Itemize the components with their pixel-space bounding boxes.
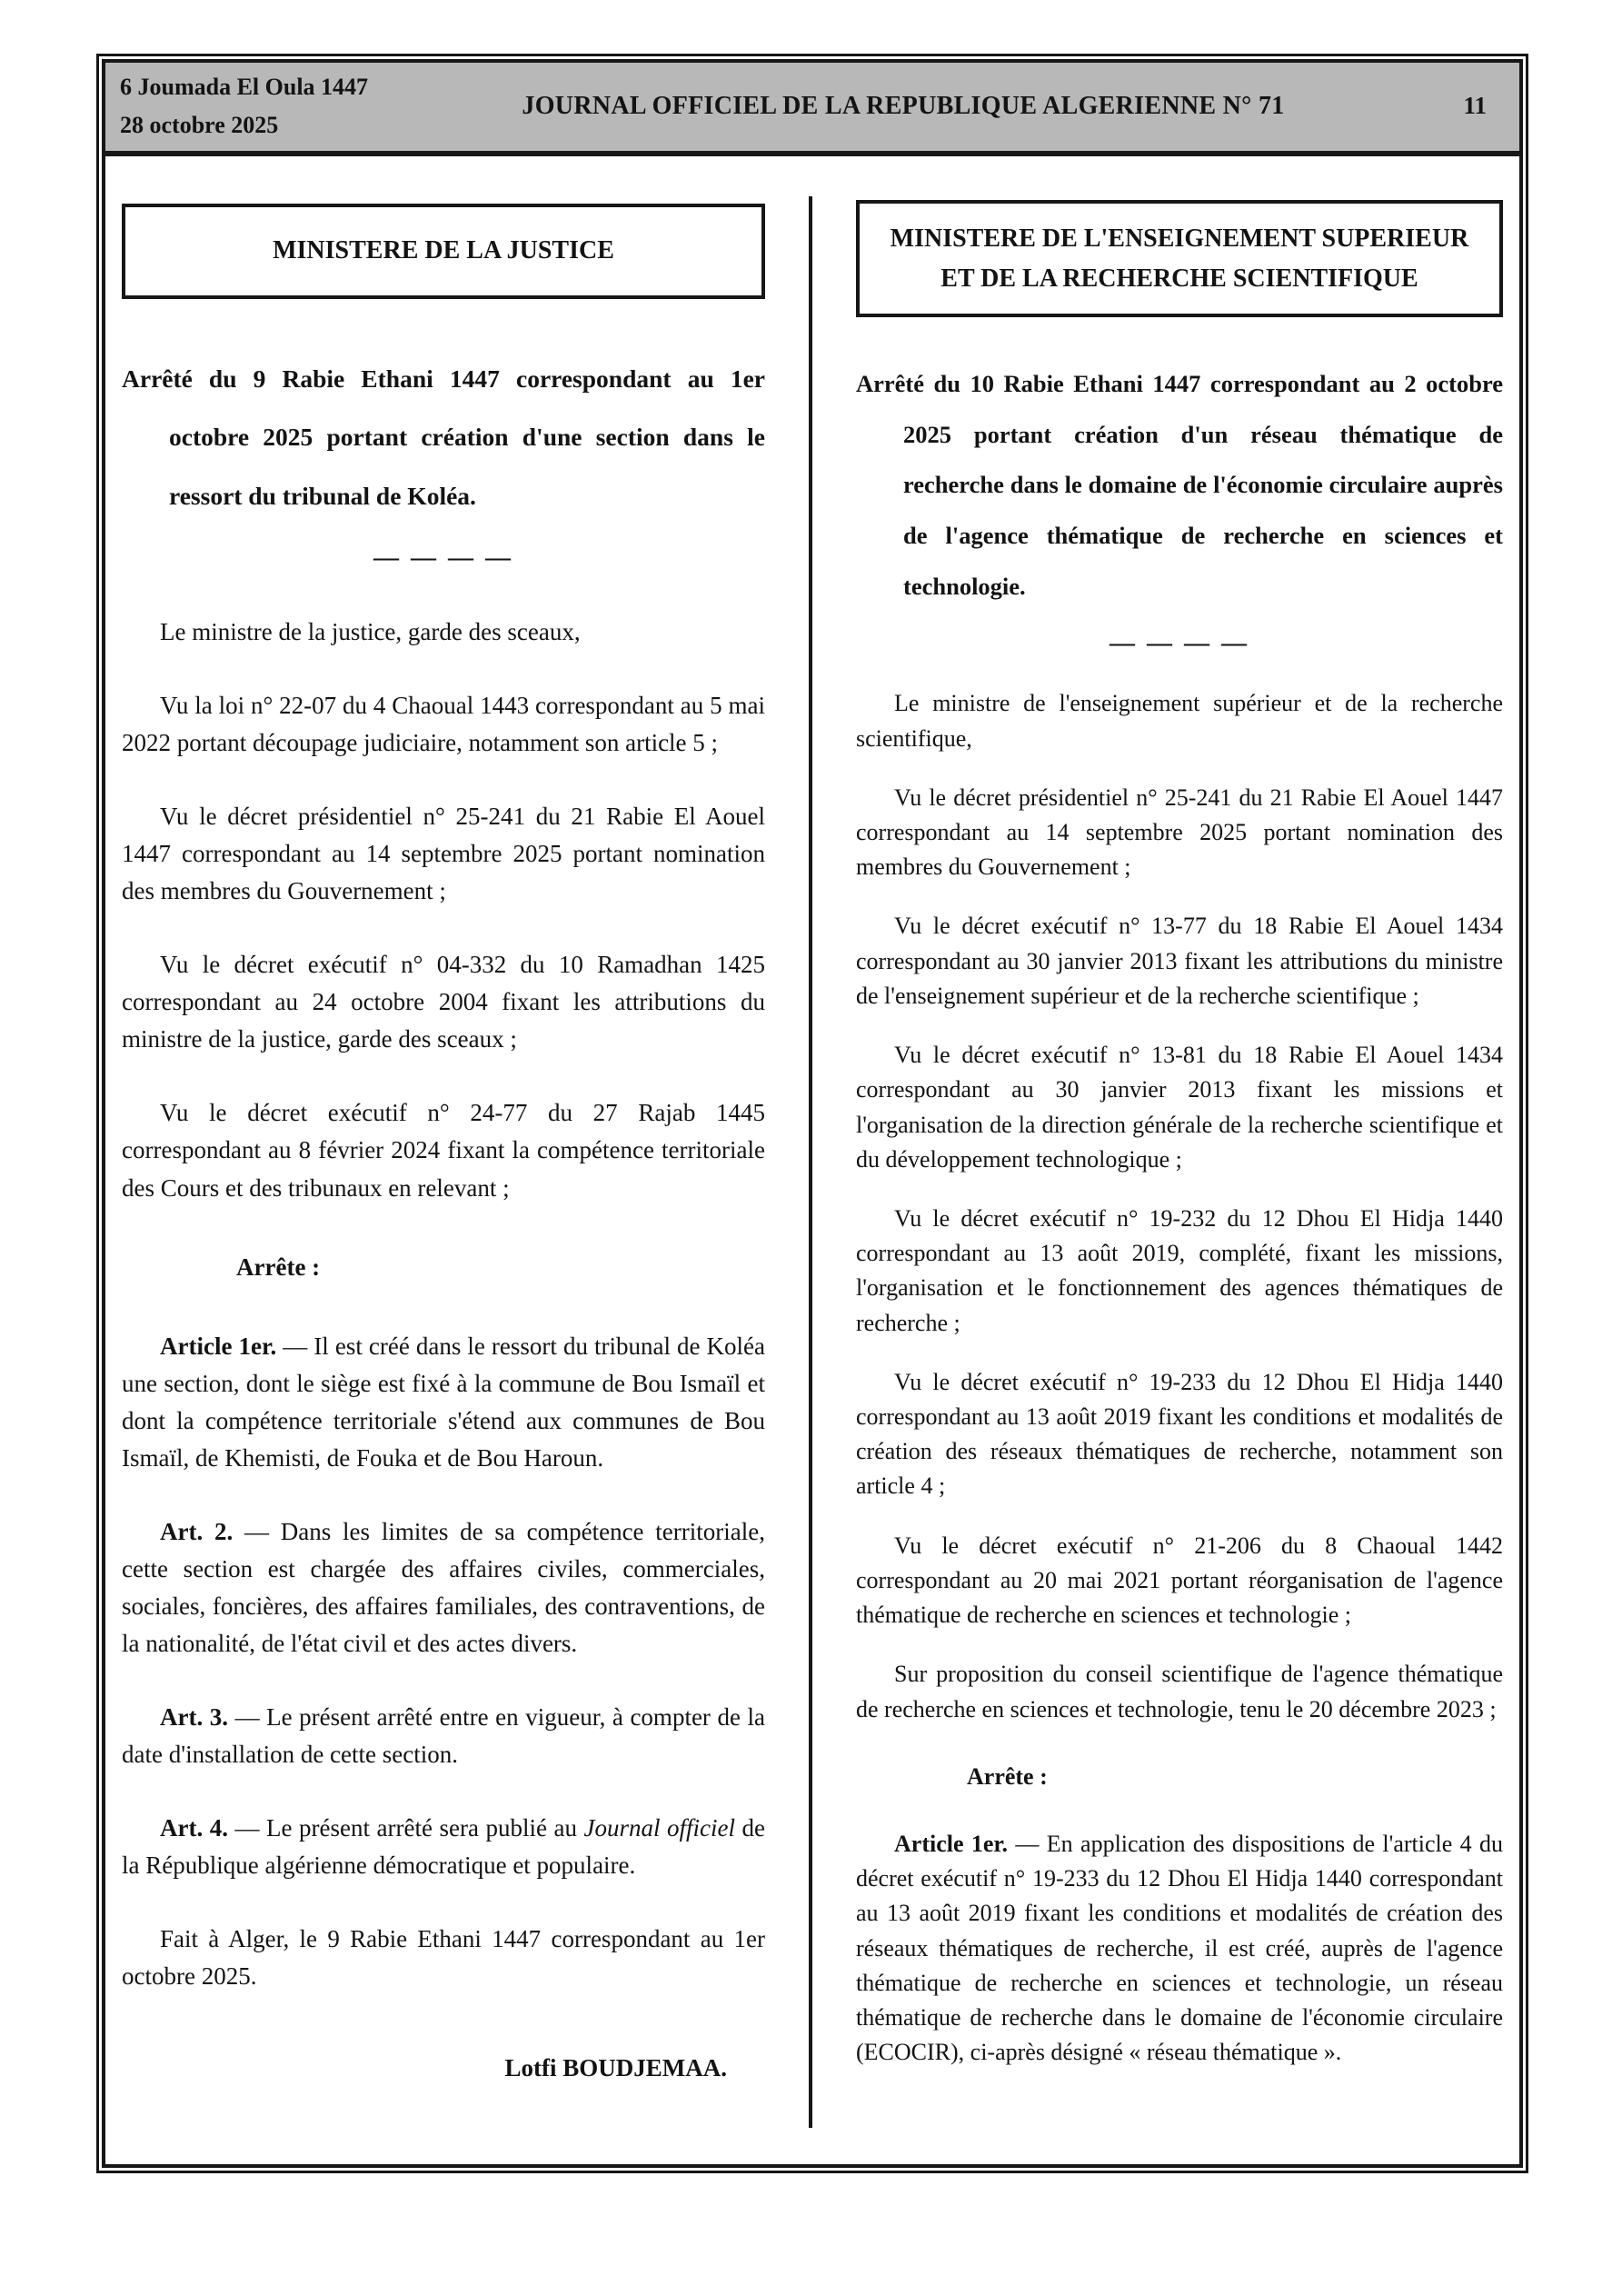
bold-text-segment: Art. 3. [160,1702,229,1731]
text-segment: Vu le décret exécutif n° 24-77 du 27 Rajab 1445 correspondant au 8 février 2024 fixant la compétence territoriale des Cours et des tribunaux en relevant ; [122,1099,765,1202]
bold-text-segment: Article 1er. [894,1831,1009,1858]
text-segment: — Il est créé dans le ressort du tribunal de Koléa une section, dont le siège est fixé à la commune de Bou Ismaïl et dont la compétence territoriale s'étend aux communes de Bou Ismaïl, de Khemisti, de Fouka et de Bou Haroun. [122,1332,765,1472]
paragraph [122,798,765,910]
header-date-hijri: 6 Joumada El Oula 1447 [120,74,369,100]
separator-dashes [856,624,1503,662]
paragraph [856,1202,1503,1341]
ministry-box-justice: MINISTERE DE LA JUSTICE [122,204,765,299]
text-segment: Vu la loi n° 22-07 du 4 Chaoual 1443 correspondant au 5 mai 2022 portant découpage judiciaire, notamment son article 5 ; [122,692,765,757]
paragraph [122,1094,765,1206]
text-segment: — — — — [373,543,513,572]
ministry-box-enseignement-superieur: MINISTERE DE L'ENSEIGNEMENT SUPERIEUR ET DE LA RECHERCHE SCIENTIFIQUE [856,200,1503,317]
text-segment: Fait à Alger, le 9 Rabie Ethani 1447 correspondant au 1er octobre 2025. [122,1924,765,1990]
paragraph [856,1529,1503,1633]
text-segment: Vu le décret présidentiel n° 25-241 du 21 Rabie El Aouel 1447 correspondant au 14 septembre 2025 portant nomination des membres du Gouvernement ; [122,803,765,905]
text-segment: Le ministre de l'enseignement supérieur et de la recherche scientifique, [856,690,1503,752]
paragraph [122,614,765,651]
text-segment: — Le présent arrêté sera publié au [228,1813,584,1842]
text-segment: Vu le décret exécutif n° 13-77 du 18 Rabie El Aouel 1434 correspondant au 30 janvier 2013 fixant les attributions du ministre de l'enseignement supérieur et de la recherche scientifique ; [856,913,1503,1009]
journal-title: JOURNAL OFFICIEL DE LA REPUBLIQUE ALGERIENNE N° 71 [522,91,1285,120]
text-segment: Vu le décret exécutif n° 13-81 du 18 Rabie El Aouel 1434 correspondant au 30 janvier 2013 fixant les missions et l'organisation de la direction générale de la recherche scientifique et du développement technologique ; [856,1042,1503,1173]
right-column-blocks [856,359,1503,2071]
text-segment: Arrête : [967,1762,1048,1790]
text-segment: — Le présent arrêté entre en vigueur, à compter de la date d'installation de cette section. [122,1702,765,1768]
page-header [105,63,1519,156]
act-title [856,359,1503,612]
text-segment: Arrêté du 10 Rabie Ethani 1447 correspondant au 2 octobre 2025 portant création d'un réseau thématique de recherche dans le domaine de l'économie circulaire auprès de l'agence thématique de recherche en sciences et technologie. [856,369,1503,600]
text-segment: Arrêté du 9 Rabie Ethani 1447 correspondant au 1er octobre 2025 portant création d'une section dans le ressort du tribunal de Koléa. [122,364,765,510]
paragraph [856,1657,1503,1726]
italic-text-segment: Journal officiel [583,1813,735,1842]
bold-text-segment: Art. 4. [160,1813,228,1842]
paragraph [122,687,765,762]
bold-text-segment: Article 1er. [160,1332,277,1360]
signature [122,2050,765,2087]
arrete-heading [236,1249,765,1286]
paragraph [856,1827,1503,2071]
text-segment: — Dans les limites de sa compétence territoriale, cette section est chargée des affaires civiles, commerciales, sociales, foncières, des affaires familiales, des contraventions, de la nationalité, de l'état civil et des actes divers. [122,1517,765,1657]
text-segment: Le ministre de la justice, garde des sceaux, [160,618,581,646]
left-column-blocks [122,350,765,2087]
paragraph [122,1513,765,1662]
bold-text-segment: Art. 2. [160,1517,234,1545]
text-segment: Vu le décret exécutif n° 21-206 du 8 Chaoual 1442 correspondant au 20 mai 2021 portant réorganisation de l'agence thématique de recherche en sciences et technologie ; [856,1532,1503,1629]
paragraph [122,1699,765,1773]
separator-dashes [122,539,765,578]
page-number: 11 [1463,92,1487,120]
arrete-heading [967,1760,1503,1794]
paragraph [122,1328,765,1477]
text-segment: Sur proposition du conseil scientifique de l'agence thématique de recherche en sciences et technologie, tenu le 20 décembre 2023 ; [856,1661,1503,1722]
column-divider [809,196,812,2128]
header-dates [120,68,383,144]
paragraph [122,1921,765,1995]
text-segment: — — — — [1110,629,1249,658]
text-segment: Vu le décret exécutif n° 04-332 du 10 Ramadhan 1425 correspondant au 24 octobre 2004 fixant les attributions du ministre de la justice, garde des sceaux ; [122,951,765,1053]
text-segment: Vu le décret présidentiel n° 25-241 du 21 Rabie El Aouel 1447 correspondant au 14 septembre 2025 portant nomination des membres du Gouvernement ; [856,784,1503,881]
act-title [122,350,765,526]
paragraph [856,781,1503,885]
text-segment: Arrête : [236,1253,321,1281]
paragraph [122,946,765,1058]
left-column [122,156,765,2164]
right-column [856,156,1503,2164]
paragraph [856,686,1503,755]
page-content [105,156,1519,2164]
text-segment: — En application des dispositions de l'article 4 du décret exécutif n° 19-233 du 12 Dhou El Hidja 1440 correspondant au 13 août 2019 fixant les conditions et modalités de création des réseaux thématiques de recherche, il est créé, auprès de l'agence thématique de recherche en sciences et technologie, un réseau thématique de recherche dans le domaine de l'économie circulaire (ECOCIR), ci-après désigné « réseau thématique ». [856,1831,1503,2066]
text-segment: Vu le décret exécutif n° 19-232 du 12 Dhou El Hidja 1440 correspondant au 13 août 2019, complété, fixant les missions, l'organisation et le fonctionnement des agences thématiques de recherche ; [856,1204,1503,1336]
text-segment: Vu le décret exécutif n° 19-233 du 12 Dhou El Hidja 1440 correspondant au 13 août 2019 fixant les conditions et modalités de création des réseaux thématiques de recherche, notamment son article 4 ; [856,1368,1503,1500]
paragraph [122,1810,765,1884]
page-sheet [96,54,1528,2173]
paragraph [856,1038,1503,1177]
text-segment: Lotfi BOUDJEMAA. [504,2054,727,2081]
page-frame [102,59,1523,2168]
text-segment: de la République algérienne démocratique et populaire. [122,1813,766,1879]
header-date-gregorian: 28 octobre 2025 [120,111,279,138]
paragraph [856,1365,1503,1504]
paragraph [856,909,1503,1013]
